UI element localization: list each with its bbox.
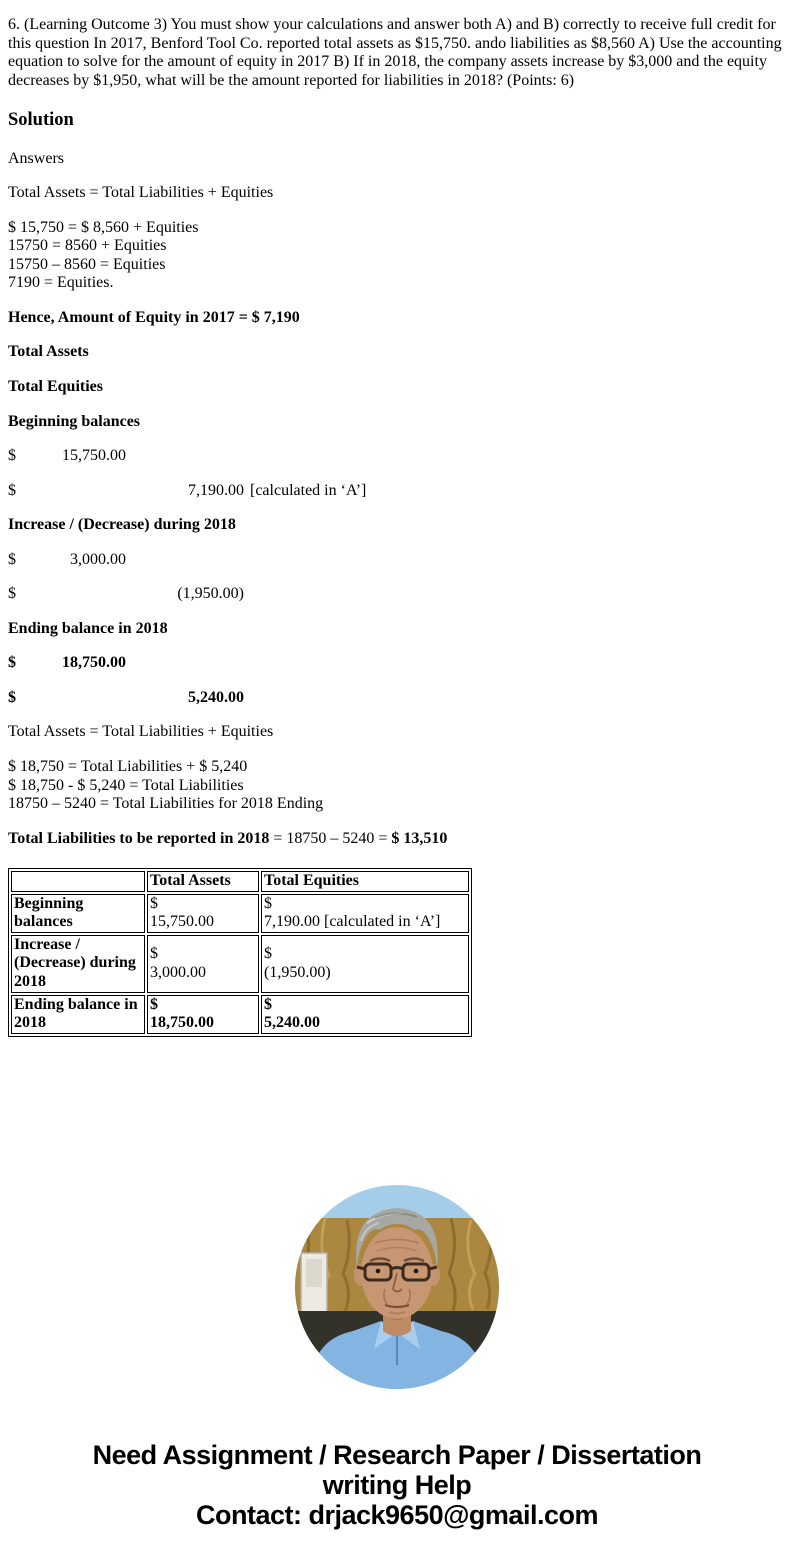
person-avatar-icon [295,1185,499,1389]
currency-symbol: $ [8,688,16,706]
accounting-equation-2017: Total Assets = Total Liabilities + Equities [8,184,274,202]
table-header-total-equities: Total Equities [261,871,469,892]
summary-table [8,868,472,1036]
currency-symbol: $ [264,894,272,912]
calc-line: $ 15,750 = $ 8,560 + Equities [8,218,199,236]
liabilities-result-value: $ 13,510 [391,829,448,847]
footer-line-2: writing Help [322,1470,472,1501]
liabilities-result-calc: = 18750 – 5240 = [269,829,392,847]
currency-symbol: $ [8,585,16,603]
ending-assets-line [8,654,786,673]
accounting-equation-2018: Total Assets = Total Liabilities + Equities [8,723,274,741]
amount-value: (1,950.00) [177,585,244,603]
liabilities-result [8,830,786,849]
currency-symbol: $ [8,654,16,672]
table-header-empty [11,871,145,892]
calc-line: 7190 = Equities. [8,274,114,292]
amount-value: 3,000.00 [150,963,206,981]
amount-value: 18,750.00 [150,1014,214,1032]
row-label: Beginning balances [11,894,145,933]
currency-symbol: $ [150,894,158,912]
beginning-assets-line [8,447,786,466]
footer-contact-email: Contact: drjack9650@gmail.com [196,1500,598,1531]
calc-block-2017 [8,219,786,293]
table-row [11,995,469,1034]
calc-line: 15750 – 8560 = Equities [8,255,166,273]
question-text: 6. (Learning Outcome 3) You must show your calculations and answer both A) and B) correctly to receive full credit for this question In 2017, Benford Tool Co. reported total assets as $15,750. ando liabilities as $8,560 A) Use the accounting equation to solve for the amount of equity in 2017 B) If in 2018, the company assets increase by $3,000 and the equity decreases by $1,950, what will be the amount reported for liabilities in 2018? (Points: 6) [8,16,782,89]
table-row [11,894,469,933]
amount-value: (1,950.00) [264,963,331,981]
currency-symbol: $ [150,945,158,963]
calc-line: 15750 = 8560 + Equities [8,237,167,255]
currency-symbol: $ [264,945,272,963]
liabilities-result-label: Total Liabilities to be reported in 2018 [8,829,270,847]
equities-cell [261,894,469,933]
change-assets-line [8,551,786,570]
calc-line: 18750 – 5240 = Total Liabilities for 2018 Ending [8,795,324,813]
amount-note: [calculated in ‘A’] [250,481,367,499]
footer-banner [8,1440,786,1556]
calc-line: $ 18,750 = Total Liabilities + $ 5,240 [8,758,248,776]
solution-heading: Solution [8,110,74,131]
table-row [11,935,469,993]
ledger-equities-heading: Total Equities [8,378,103,396]
amount-value: 3,000.00 [70,550,126,568]
row-label: Ending balance in 2018 [11,995,145,1034]
equities-cell [261,995,469,1034]
ledger-ending-heading: Ending balance in 2018 [8,619,168,637]
assets-cell [147,995,259,1034]
currency-symbol: $ [264,995,272,1013]
tutor-photo [8,1185,786,1395]
equities-cell [261,935,469,993]
row-label: Increase / (Decrease) during 2018 [11,935,145,993]
assets-cell [147,935,259,993]
change-equities-line [8,585,786,604]
calc-line: $ 18,750 - $ 5,240 = Total Liabilities [8,776,244,794]
ledger-beginning-heading: Beginning balances [8,412,141,430]
amount-value: 7,190.00 [188,481,244,499]
currency-symbol: $ [8,481,16,499]
footer-line-1: Need Assignment / Research Paper / Dissertation [92,1440,702,1471]
currency-symbol: $ [8,447,16,465]
beginning-equities-line [8,482,786,501]
answers-label: Answers [8,149,64,167]
currency-symbol: $ [150,995,158,1013]
amount-value: 15,750.00 [62,447,126,465]
table-header-row [11,871,469,892]
equity-result: Hence, Amount of Equity in 2017 = $ 7,190 [8,308,300,326]
table-header-total-assets: Total Assets [147,871,259,892]
amount-value: 7,190.00 [calculated in ‘A’] [264,913,441,931]
assets-cell [147,894,259,933]
currency-symbol: $ [8,550,16,568]
amount-value: 5,240.00 [264,1014,320,1032]
amount-value: 5,240.00 [188,688,244,706]
ledger-assets-heading: Total Assets [8,343,89,361]
amount-value: 18,750.00 [62,654,126,672]
amount-value: 15,750.00 [150,913,214,931]
ending-equities-line [8,689,786,708]
calc-block-2018 [8,758,786,814]
ledger-change-heading: Increase / (Decrease) during 2018 [8,516,236,534]
